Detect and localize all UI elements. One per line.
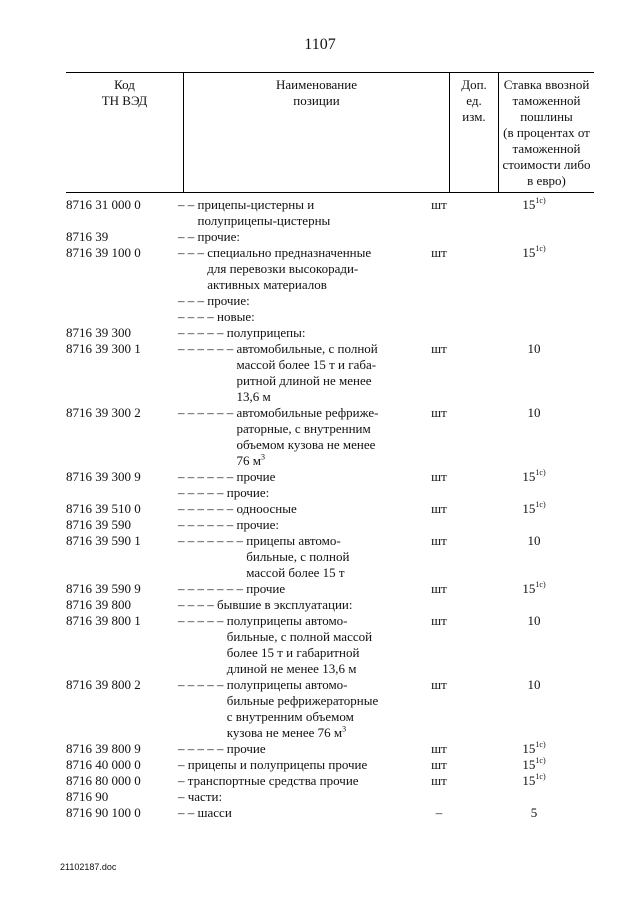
row-rate [474,405,594,421]
unit-superscript: 3 [342,724,347,734]
row-level-dashes: – – – – – [178,325,227,340]
row-unit: шт [431,613,447,628]
header-name [183,73,449,192]
table-row [66,501,594,517]
row-level-dashes: – – – – – – [178,341,237,356]
row-name-line-text: автомобильные, с полной [236,341,378,356]
table-row [66,677,594,741]
row-rate-value: 10 [527,341,541,356]
row-name [178,533,404,581]
row-rate-value: 10 [527,677,541,692]
row-name-text [237,405,405,469]
row-rate-value: 15 [522,469,536,484]
tariff-table [66,72,594,821]
row-name-line-text: массой более 15 т [246,565,345,580]
row-code: 8716 39 300 2 [66,405,141,420]
row-name-line-text: бильные, с полной массой [226,629,373,644]
row-name-line [237,389,405,405]
row-rate [474,581,594,597]
row-name-line [246,581,404,597]
row-name-line [227,613,404,629]
row-name [178,341,404,405]
row-name-line [227,485,404,501]
row-name-line-text: одноосные [236,501,297,516]
row-rate-footnote: 1с) [535,196,546,205]
row-name-line-text: прочие: [236,517,279,532]
table-row [66,485,594,501]
row-rate [474,741,594,757]
row-name-line [198,229,405,245]
row-name-line-text: ритной длиной не менее [236,373,372,388]
row-code: 8716 80 000 0 [66,773,141,788]
row-unit: шт [431,757,447,772]
row-name-line [237,453,405,469]
row-rate [474,197,594,213]
table-row [66,405,594,469]
row-name-line [227,741,404,757]
row-name-line [227,645,404,661]
row-unit: шт [431,245,447,260]
row-rate [474,805,594,821]
row-level-dashes: – – – [178,293,208,308]
row-name [178,805,404,821]
row-code: 8716 39 800 2 [66,677,141,692]
row-name-line-text: активных материалов [207,277,327,292]
row-unit: шт [431,677,447,692]
row-name [178,677,404,741]
row-name [178,757,404,773]
header-code-line: ТН ВЭД [101,93,148,108]
row-name-line [227,709,404,725]
row-name-line-text: прочие [246,581,286,596]
table-row [66,197,594,229]
row-level-dashes: – – – – – [178,741,227,756]
table-row [66,309,594,325]
row-level-dashes: – – – – – – – [178,533,247,548]
row-name [178,405,404,469]
header-code-line: Код [114,77,135,92]
row-code: 8716 39 800 1 [66,613,141,628]
row-name-line [246,565,404,581]
row-name-text [198,197,405,229]
row-code: 8716 39 300 9 [66,469,141,484]
table-row [66,293,594,309]
row-rate-footnote: 1с) [535,244,546,253]
row-rate-footnote: 1с) [535,500,546,509]
row-rate-value: 15 [522,773,536,788]
row-code: 8716 39 800 [66,597,131,612]
row-code: 8716 39 510 0 [66,501,141,516]
row-code: 8716 39 590 9 [66,581,141,596]
row-level-dashes: – – – – – [178,677,227,692]
row-name-line-text: прочие: [226,485,270,500]
row-name-line [237,517,405,533]
row-name-text [198,229,405,245]
row-level-dashes: – – [178,197,198,212]
row-name-line [227,693,404,709]
row-name-text [237,469,405,485]
row-name [178,293,404,309]
row-name-line [188,773,404,789]
row-level-dashes: – – – – [178,309,217,324]
row-name-line-text: бильные рефрижераторные [226,693,379,708]
row-name-line [237,437,405,453]
row-name-line [217,597,404,613]
row-code: 8716 39 300 [66,325,131,340]
row-name-text [227,325,404,341]
row-rate-value: 15 [522,757,536,772]
row-name-line [227,325,404,341]
table-row [66,517,594,533]
header-unit [449,73,498,192]
row-code: 8716 39 590 [66,517,131,532]
row-level-dashes: – – – – – – [178,517,237,532]
row-rate-footnote: 1с) [535,772,546,781]
header-rate-line: (в процентах от [503,125,590,140]
row-level-dashes: – – [178,805,198,820]
row-rate-footnote: 1с) [535,580,546,589]
header-rate [498,73,594,192]
row-name-line [227,677,404,693]
table-row [66,773,594,789]
row-rate [474,501,594,517]
row-level-dashes: – – – – – – – [178,581,247,596]
row-name-line-text: кузова не менее 76 м [226,725,343,740]
row-rate-value: 15 [522,197,536,212]
row-name-text [188,773,404,789]
row-name [178,197,404,229]
row-name [178,597,404,613]
row-name-line [207,293,404,309]
table-header [66,72,594,193]
row-name-text [237,341,405,405]
row-name [178,773,404,789]
row-name [178,741,404,757]
row-unit: шт [431,581,447,596]
row-name-text [237,517,405,533]
row-name [178,501,404,517]
row-rate-value: 15 [522,501,536,516]
row-name-line [237,357,405,373]
row-name-line-text: прочие: [197,229,240,244]
row-name-line [207,261,404,277]
row-name-line-text: полуприцепы: [226,325,306,340]
row-name-line-text: прочие: [207,293,250,308]
row-unit: шт [431,741,447,756]
row-unit: шт [431,773,447,788]
row-name-line-text: прицепы и полуприцепы прочие [187,757,368,772]
row-name-line-text: бывшие в эксплуатации: [217,597,353,612]
row-name [178,325,404,341]
row-name-line-text: полуприцепы автомо- [226,613,348,628]
table-row [66,325,594,341]
row-level-dashes: – [178,773,188,788]
row-name-line [246,533,404,549]
row-name [178,789,404,805]
header-rate-line: стоимости либо [502,157,591,172]
row-name [178,309,404,325]
header-code [66,73,183,192]
table-row [66,757,594,773]
row-name-text [198,805,405,821]
row-code: 8716 90 100 0 [66,805,141,820]
row-rate-value: 10 [527,613,541,628]
row-rate-footnote: 1с) [535,756,546,765]
row-name-text [207,245,404,293]
row-name-line [198,197,405,213]
row-rate [474,757,594,773]
row-name-text [227,741,404,757]
row-rate-value: 10 [527,533,541,548]
row-rate-footnote: 1с) [535,468,546,477]
row-name-line-text: более 15 т и габаритной [226,645,360,660]
row-name-line-text: части: [187,789,223,804]
row-level-dashes: – [178,757,188,772]
row-rate-value: 15 [522,245,536,260]
row-rate-value: 5 [530,805,538,820]
row-name-line-text: длиной не менее 13,6 м [226,661,357,676]
row-code: 8716 90 [66,789,109,804]
row-name-line-text: прицепы-цистерны и [197,197,315,212]
row-name-line [227,629,404,645]
page-number: 1107 [304,36,336,53]
row-code: 8716 40 000 0 [66,757,141,772]
header-rate-line: Ставка ввозной [503,77,590,92]
row-code: 8716 31 000 0 [66,197,141,212]
row-name-line-text: прочие [236,469,276,484]
row-name-line-text: транспортные средства прочие [187,773,359,788]
row-name-text [207,293,404,309]
header-rate-line: таможенной [512,93,581,108]
row-name-line-text: прицепы автомо- [246,533,341,548]
row-name-line-text: новые: [217,309,255,324]
row-name-line [188,757,404,773]
row-unit: шт [431,341,447,356]
row-name [178,245,404,293]
row-name-line-text: раторные, с внутренним [236,421,371,436]
row-rate-value: 15 [522,581,536,596]
row-rate-footnote: 1с) [535,740,546,749]
table-row [66,741,594,757]
row-name-line [237,341,405,357]
row-name-line [207,245,404,261]
row-code: 8716 39 800 9 [66,741,141,756]
row-name-text [237,501,405,517]
row-name-text [217,309,404,325]
row-name [178,613,404,677]
row-rate [474,613,594,629]
row-unit: шт [431,197,447,212]
header-unit-line: Доп. [461,77,487,92]
row-level-dashes: – – – – [178,597,217,612]
row-unit: шт [431,533,447,548]
row-name-line [246,549,404,565]
row-name [178,469,404,485]
row-rate [474,773,594,789]
row-name-line-text: массой более 15 т и габа- [236,357,377,372]
row-name-line-text: с внутренним объемом [226,709,354,724]
row-name [178,485,404,501]
row-name-line-text: автомобильные рефриже- [236,405,379,420]
table-row [66,341,594,405]
row-name-line-text: специально предназначенные [207,245,372,260]
row-level-dashes: – – – – – – [178,405,237,420]
row-name-line [237,421,405,437]
row-code: 8716 39 590 1 [66,533,141,548]
row-name-text [227,613,404,677]
file-name: 21102187.doc [60,862,117,872]
row-name-line [237,501,405,517]
header-rate-line: пошлины [520,109,573,124]
row-name-line [198,213,405,229]
row-name [178,581,404,597]
row-name-line-text: бильные, с полной [246,549,350,564]
row-level-dashes: – – – [178,245,208,260]
row-name-line [237,373,405,389]
row-name-text [217,597,404,613]
table-row [66,533,594,581]
row-rate [474,245,594,261]
row-unit: шт [431,469,447,484]
row-name-line-text: 13,6 м [236,389,271,404]
header-name-line: Наименование [276,77,357,92]
unit-superscript: 3 [260,452,265,462]
row-name [178,229,404,245]
header-rate-line: таможенной [512,141,581,156]
row-name-line-text: 76 м [236,453,261,468]
table-row [66,613,594,677]
row-code: 8716 39 100 0 [66,245,141,260]
row-level-dashes: – – – – – – [178,469,237,484]
row-name-line [217,309,404,325]
header-name-line: позиции [293,93,340,108]
row-name-line-text: полуприцепы-цистерны [197,213,331,228]
row-unit: – [435,805,443,820]
row-name-line-text: объемом кузова не менее [236,437,376,452]
table-row [66,469,594,485]
header-unit-line: ед. [466,93,482,108]
table-row [66,597,594,613]
row-name-line [237,469,405,485]
row-name-text [246,581,404,597]
row-name-line [227,725,404,741]
row-unit: шт [431,405,447,420]
row-name-line-text: для перевозки высокоради- [207,261,359,276]
row-code: 8716 39 [66,229,109,244]
table-body [66,193,594,821]
row-name-line [207,277,404,293]
row-level-dashes: – – – – – – [178,501,237,516]
row-name-text [246,533,404,581]
row-level-dashes: – – – – – [178,613,227,628]
row-rate [474,533,594,549]
row-name-line-text: полуприцепы автомо- [226,677,348,692]
row-level-dashes: – [178,789,188,804]
row-name-text [227,485,404,501]
row-name-line [198,805,405,821]
row-rate [474,469,594,485]
header-unit-line: изм. [462,109,486,124]
table-row [66,789,594,805]
row-name-line [227,661,404,677]
row-name-text [227,677,404,741]
table-row [66,245,594,293]
row-name-line [237,405,405,421]
row-name-line-text: шасси [197,805,232,820]
row-rate [474,677,594,693]
table-row [66,229,594,245]
row-level-dashes: – – [178,229,198,244]
row-name-text [188,789,404,805]
row-unit: шт [431,501,447,516]
row-code: 8716 39 300 1 [66,341,141,356]
row-level-dashes: – – – – – [178,485,227,500]
row-name-text [188,757,404,773]
row-name-line-text: прочие [226,741,266,756]
row-rate-value: 15 [522,741,536,756]
row-rate-value: 10 [527,405,541,420]
row-name-line [188,789,404,805]
row-name [178,517,404,533]
header-rate-line: в евро) [527,173,566,188]
row-rate [474,341,594,357]
table-row [66,581,594,597]
table-row [66,805,594,821]
